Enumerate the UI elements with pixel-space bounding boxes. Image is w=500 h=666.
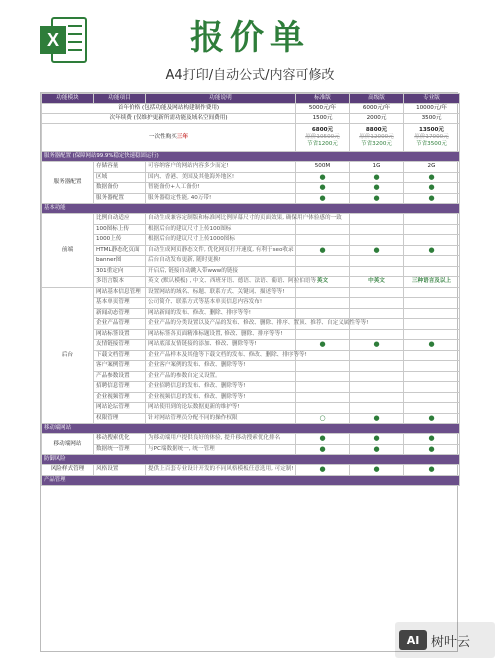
- price-value: 2000元: [350, 114, 404, 124]
- feature-desc: 设置网站的域名、标题、联系方式、关键词、描述等等!: [146, 287, 296, 298]
- feature-row: [42, 224, 460, 235]
- price-label: 次年续费 (仅维护更新所需功能及域名空间费用): [42, 114, 296, 124]
- feature-row: [42, 329, 460, 340]
- price-value: 6000元/年: [350, 104, 404, 114]
- feature-row: [42, 193, 460, 204]
- feature-item: 下载文档管理: [94, 350, 146, 361]
- feature-item: 1000上传: [94, 235, 146, 246]
- feature-desc: 网站使用到的论坛数据更新的维护等!: [146, 403, 296, 414]
- section-title: 防御风险: [42, 455, 460, 465]
- tier-value: [296, 392, 350, 403]
- feature-desc: 企业产品的分类设置以及产品的发布、修改、删除、排序、置顶、推荐、自定义属性等等!: [146, 319, 296, 330]
- feature-item: 网站论坛管理: [94, 403, 146, 414]
- feature-row: [42, 256, 460, 267]
- tier-value: [350, 224, 404, 235]
- feature-desc: 企业产品的参数自定义设置。: [146, 371, 296, 382]
- check-dot-icon: ●: [350, 434, 404, 445]
- check-dot-icon: ●: [296, 183, 350, 194]
- feature-item: 新闻动态管理: [94, 308, 146, 319]
- feature-item: 数据备份: [94, 183, 146, 194]
- feature-row: [42, 214, 460, 225]
- quote-sheet: [40, 92, 458, 652]
- tier-value: [296, 403, 350, 414]
- feature-row: [42, 382, 460, 393]
- tier-value: [404, 392, 460, 403]
- promo-original: 原价12000元: [359, 134, 394, 140]
- price-row-first-year: [42, 104, 460, 114]
- price-value: 3500元: [404, 114, 460, 124]
- feature-row: [42, 308, 460, 319]
- tier-value: [404, 214, 460, 225]
- module-cell: 风险样式管理: [42, 465, 94, 476]
- tier-value: [404, 403, 460, 414]
- tier-value: [350, 235, 404, 246]
- check-dot-icon: ●: [404, 434, 460, 445]
- feature-item: 100图标上传: [94, 224, 146, 235]
- tier-value: [350, 361, 404, 372]
- price-value: 10000元/年: [404, 104, 460, 114]
- check-dot-icon: ●: [350, 183, 404, 194]
- tier-value: [350, 214, 404, 225]
- tier-value: 500M: [296, 162, 350, 173]
- tier-value: [296, 235, 350, 246]
- tier-value: [296, 329, 350, 340]
- tier-value: [404, 361, 460, 372]
- tier-value: [296, 256, 350, 267]
- tier-value: 三种语言及以上: [404, 277, 460, 288]
- watermark-badge: [395, 622, 495, 658]
- feature-desc: 可容纳客户的网站内容多少而定!: [146, 162, 296, 173]
- tier-value: [350, 287, 404, 298]
- watermark-label: 树叶云: [431, 634, 471, 650]
- promo-original: 原价17000元: [414, 134, 449, 140]
- feature-row: [42, 245, 460, 256]
- tier-value: [404, 224, 460, 235]
- tier-value: [350, 266, 404, 277]
- tier-value: [404, 298, 460, 309]
- section-title: 移动端网站: [42, 424, 460, 434]
- feature-row: [42, 340, 460, 351]
- feature-desc: 自动生成兼容定制版和标准网比例屏幕尺寸的页面效果, 确保用户体验感的一致: [146, 214, 296, 225]
- feature-row: [42, 465, 460, 476]
- feature-item: 数据统一管理: [94, 444, 146, 455]
- tier-value: [296, 298, 350, 309]
- tier-value: [404, 235, 460, 246]
- feature-desc: 国内、香港、美国及其他海外地区!: [146, 172, 296, 183]
- price-label: 首年价格 (包括功能及网站构建制作费用): [42, 104, 296, 114]
- feature-item: 301重定向: [94, 266, 146, 277]
- section-header-row: [42, 475, 460, 485]
- tier-value: [296, 266, 350, 277]
- feature-desc: 公司简介、联系方式等基本单页信息内容发布!: [146, 298, 296, 309]
- feature-item: banner图: [94, 256, 146, 267]
- check-dot-icon: ●: [404, 340, 460, 351]
- promo-label: [42, 124, 296, 152]
- svg-text:X: X: [46, 30, 60, 50]
- tier-value: [350, 256, 404, 267]
- check-dot-icon: ●: [404, 193, 460, 204]
- feature-row: [42, 287, 460, 298]
- tier-value: [350, 403, 404, 414]
- check-dot-icon: ●: [296, 444, 350, 455]
- feature-item: 多语言版本: [94, 277, 146, 288]
- feature-item: 移动搜索优化: [94, 434, 146, 445]
- tier-value: [350, 382, 404, 393]
- tier-value: [350, 350, 404, 361]
- feature-desc: 网站新闻的发布、修改、删除、排序等等!: [146, 308, 296, 319]
- ai-logo-icon: AI: [399, 630, 427, 650]
- feature-row: [42, 172, 460, 183]
- check-dot-icon: ●: [296, 434, 350, 445]
- feature-row: [42, 277, 460, 288]
- check-dot-icon: ●: [404, 183, 460, 194]
- feature-row: [42, 319, 460, 330]
- section-title: 服务器配置 (保障网站99.9%稳定快速稳固运行): [42, 152, 460, 162]
- check-dot-icon: ●: [296, 172, 350, 183]
- feature-item: 招聘信息管理: [94, 382, 146, 393]
- promo-price: 6800元: [311, 127, 334, 133]
- feature-desc: 企业客户案例的发布、修改、删除等等!: [146, 361, 296, 372]
- col-header-standard: 标准版: [296, 94, 350, 104]
- check-dot-icon: ●: [404, 172, 460, 183]
- section-header-row: [42, 455, 460, 465]
- check-dot-icon: ●: [404, 465, 460, 476]
- section-header-row: [42, 424, 460, 434]
- check-dot-icon: ●: [350, 413, 404, 424]
- feature-item: 风格设置: [94, 465, 146, 476]
- tier-value: [404, 329, 460, 340]
- feature-item: 网站基本信息管理: [94, 287, 146, 298]
- promo-saving: 节省3500元: [415, 141, 448, 147]
- tier-value: [296, 361, 350, 372]
- feature-desc: 企业产品样本及其他等下载文档的发布、修改、删除、排序等等!: [146, 350, 296, 361]
- promo-row: [42, 124, 460, 152]
- check-dot-icon: ●: [404, 413, 460, 424]
- section-title: 产品管理: [42, 475, 460, 485]
- page-title: 报价单: [190, 18, 310, 58]
- feature-item: 网站标签设置: [94, 329, 146, 340]
- promo-saving: 节省3200元: [360, 141, 393, 147]
- feature-desc: 服务器稳定性能, 40万带!: [146, 193, 296, 204]
- tier-value: 中英文: [350, 277, 404, 288]
- tier-value: [296, 308, 350, 319]
- tier-value: [404, 266, 460, 277]
- feature-desc: 智能备份+人工备份!: [146, 183, 296, 194]
- price-value: 5000元/年: [296, 104, 350, 114]
- check-dot-icon: ●: [404, 444, 460, 455]
- feature-desc: 网站底部友情链接的添加、修改、删除等等!: [146, 340, 296, 351]
- tier-value: [296, 224, 350, 235]
- tier-value: [404, 382, 460, 393]
- tier-value: [404, 256, 460, 267]
- price-row-renewal: [42, 114, 460, 124]
- feature-desc: 企业视频信息的发布、修改、删除等等!: [146, 392, 296, 403]
- promo-cell: [350, 124, 404, 152]
- feature-desc: 自动生成网页静态文件, 优化网页打开速度, 有利于seo收录: [146, 245, 296, 256]
- price-value: 1500元: [296, 114, 350, 124]
- check-dot-icon: ●: [296, 245, 350, 256]
- check-dot-icon: ●: [350, 172, 404, 183]
- module-cell: 服务器配置: [42, 162, 94, 204]
- feature-desc: 后台自动发布更新, 随时更换!: [146, 256, 296, 267]
- check-dot-icon: ●: [296, 340, 350, 351]
- check-dot-icon: ●: [296, 465, 350, 476]
- col-header-desc: 功能说明: [146, 94, 296, 104]
- tier-value: 2G: [404, 162, 460, 173]
- table-header-row: [42, 94, 460, 104]
- tier-value: [350, 298, 404, 309]
- feature-row: [42, 413, 460, 424]
- feature-item: 权限管理: [94, 413, 146, 424]
- promo-saving: 节省1200元: [306, 141, 339, 147]
- page-subtitle: A4打印/自动公式/内容可修改: [165, 68, 335, 83]
- feature-desc: 网站标签各页面精准标题设置, 修改、删除、排序等等!: [146, 329, 296, 340]
- feature-row: [42, 298, 460, 309]
- module-cell: 前端: [42, 214, 94, 288]
- feature-desc: 为移动端用户提供良好的体验, 提升移动搜索优化排名: [146, 434, 296, 445]
- feature-item: HTML静态化页面: [94, 245, 146, 256]
- feature-item: 客户案例管理: [94, 361, 146, 372]
- check-dot-icon: ●: [350, 444, 404, 455]
- col-header-item: 功能项目: [94, 94, 146, 104]
- tier-value: [296, 382, 350, 393]
- feature-item: 区域: [94, 172, 146, 183]
- feature-item: 友情链接管理: [94, 340, 146, 351]
- tier-value: [404, 319, 460, 330]
- feature-desc: 根据后台的建议尺寸上传100图标: [146, 224, 296, 235]
- tier-value: [404, 371, 460, 382]
- feature-row: [42, 361, 460, 372]
- check-dot-icon: ●: [350, 245, 404, 256]
- module-cell: 移动端网站: [42, 434, 94, 455]
- feature-desc: 企业招聘信息的发布、修改、删除等等!: [146, 382, 296, 393]
- check-dot-icon: ●: [350, 465, 404, 476]
- feature-desc: 针对网站管理员分配不同的操作权限: [146, 413, 296, 424]
- check-dot-icon: ●: [404, 245, 460, 256]
- promo-original: 原价10500元: [305, 134, 340, 140]
- feature-item: 存储容量: [94, 162, 146, 173]
- feature-item: 企业视频管理: [94, 392, 146, 403]
- feature-item: 基本单页管理: [94, 298, 146, 309]
- feature-row: [42, 235, 460, 246]
- feature-item: 比例自动适应: [94, 214, 146, 225]
- tier-value: 英文: [296, 277, 350, 288]
- section-header-row: [42, 204, 460, 214]
- feature-desc: 提供上百套专业设计开发的不同风格模板任意选用, 可定制!: [146, 465, 296, 476]
- feature-row: [42, 162, 460, 173]
- promo-label-text: 一次性购买三年: [148, 134, 189, 140]
- feature-row: [42, 392, 460, 403]
- feature-item: 产品参数设置: [94, 371, 146, 382]
- promo-cell: [296, 124, 350, 152]
- quote-table: [41, 93, 460, 486]
- feature-item: 企业产品管理: [94, 319, 146, 330]
- feature-row: [42, 350, 460, 361]
- tier-value: [404, 287, 460, 298]
- tier-value: [350, 371, 404, 382]
- module-cell: 后台: [42, 287, 94, 424]
- check-dot-icon: ●: [296, 193, 350, 204]
- feature-row: [42, 266, 460, 277]
- col-header-pro: 专业版: [404, 94, 460, 104]
- tier-value: [404, 308, 460, 319]
- feature-row: [42, 434, 460, 445]
- section-header-row: [42, 152, 460, 162]
- feature-desc: 开启后, 链接自动跳入带www的链接: [146, 266, 296, 277]
- feature-row: [42, 444, 460, 455]
- tier-value: [296, 287, 350, 298]
- feature-row: [42, 183, 460, 194]
- tier-value: [350, 329, 404, 340]
- check-dot-icon: ○: [296, 413, 350, 424]
- col-header-module: 功能模块: [42, 94, 94, 104]
- tier-value: [350, 308, 404, 319]
- feature-row: [42, 371, 460, 382]
- tier-value: [404, 350, 460, 361]
- check-dot-icon: ●: [350, 193, 404, 204]
- promo-price: 8800元: [365, 127, 388, 133]
- section-title: 基本功能: [42, 204, 460, 214]
- promo-price: 13500元: [418, 127, 445, 133]
- promo-cell: [404, 124, 460, 152]
- col-header-advanced: 高级版: [350, 94, 404, 104]
- tier-value: [350, 392, 404, 403]
- feature-desc: 与PC端数据统一, 统一管理: [146, 444, 296, 455]
- feature-desc: 英文 (默认模板) , 中文、西班牙语、德语、法语、葡语、阿拉伯语等: [146, 277, 296, 288]
- tier-value: 1G: [350, 162, 404, 173]
- feature-item: 服务器配置: [94, 193, 146, 204]
- page-header: [0, 0, 500, 90]
- check-dot-icon: ●: [350, 340, 404, 351]
- promo-highlight: 三年: [176, 134, 189, 140]
- feature-row: [42, 403, 460, 414]
- feature-desc: 根据后台的建议尺寸上传1000图标: [146, 235, 296, 246]
- tier-value: [296, 371, 350, 382]
